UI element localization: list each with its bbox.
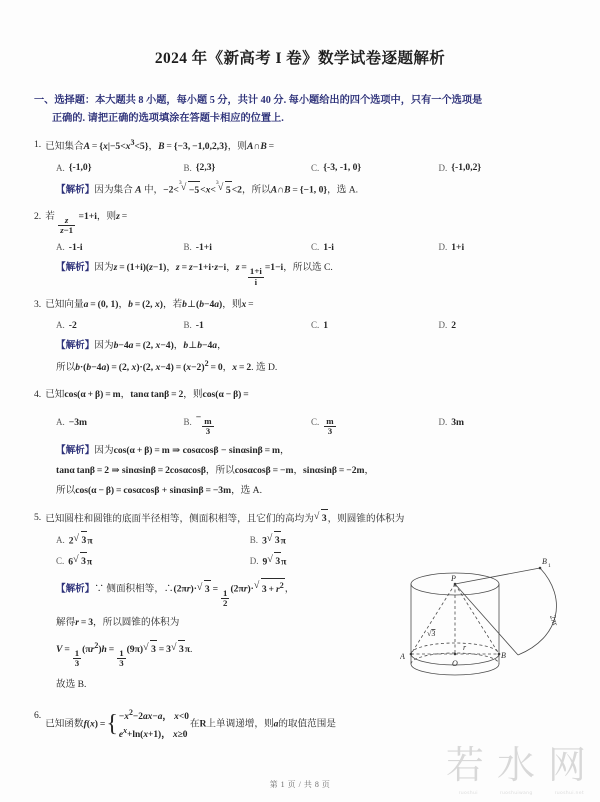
figure-label-b: B: [501, 651, 506, 660]
option-a[interactable]: A. {-1,0}: [56, 162, 92, 174]
sector-edge-top: [455, 568, 540, 584]
option-b[interactable]: B. -1: [183, 319, 204, 331]
option-b[interactable]: B. -1+i: [183, 241, 212, 253]
point-o-dot: [454, 653, 457, 656]
point-a-dot: [410, 653, 413, 656]
problem-4-stem: 已知cos(α + β) = m，tanα tanβ = 2，则cos(α − β) =: [45, 389, 249, 401]
problem-6-number: 6.: [34, 710, 42, 722]
figure-label-b1: B: [542, 557, 547, 566]
watermark-subtext: [459, 791, 584, 796]
cylinder-cone-svg: [400, 556, 585, 711]
problem-6: [34, 707, 566, 741]
problem-3-stem: 已知向量a = (0, 1)，b = (2, x)，若b⊥(b−4a)，则x =: [45, 298, 254, 310]
figure-label-b1-sub: 1: [548, 563, 551, 569]
problem-4: [34, 386, 566, 499]
page-title: 2024 年《新高考 I 卷》数学试卷逐题解析: [154, 50, 446, 67]
watermark-char-1: 若: [445, 743, 484, 787]
section-line2: 正确的. 请把正确的选项填涂在答题卡相应的位置上.: [52, 112, 284, 124]
option-a[interactable]: A. −3m: [56, 416, 88, 428]
option-c[interactable]: C. 6 √ 3π: [56, 552, 250, 571]
sector-arc: [518, 568, 556, 655]
point-b1-dot: [539, 567, 542, 570]
option-d[interactable]: D. 3m: [438, 416, 465, 428]
problem-2-analysis: 【解析】因为z = (1+i)(z−1)，z = z−1+i·z−i，z = $\frac{1+i}{i}$ =1−i，所以选 C.: [56, 262, 333, 287]
figure-label-radius: r: [463, 643, 467, 652]
problem-1-number: 1.: [34, 139, 42, 151]
watermark-sub-3: ruoshui.net: [554, 791, 584, 796]
option-a[interactable]: A. -1-i: [56, 241, 83, 253]
point-b-dot: [498, 653, 501, 656]
problem-2: [34, 208, 566, 287]
section-heading: [34, 92, 566, 128]
problem-1: [34, 136, 566, 199]
option-a[interactable]: A. 2 √ 3π: [56, 531, 250, 550]
option-c[interactable]: C. {-3, -1, 0}: [311, 162, 362, 174]
figure-label-o: O: [452, 659, 458, 668]
option-d[interactable]: D. 1+i: [438, 241, 465, 253]
figure-label-height: √3: [427, 629, 436, 638]
problem-2-options: [34, 239, 566, 257]
watermark-sub-2: ruoshuiwang: [499, 791, 533, 796]
problem-4-options: [34, 409, 566, 437]
problem-4-analysis: 【解析】因为cos(α + β) = m ⇒ cosαcosβ − sinαsinβ = m， tanα tanβ = 2 ⇒ sinαsinβ = 2cosαcosβ，所以cosαcosβ = −m，sinαsinβ = −2m， 所以cos(α − β) = cosαcosβ + sinαsinβ = −3m，选 A.: [56, 445, 375, 496]
cylinder-cone-figure: [400, 556, 585, 711]
problem-2-stem: 若 $\frac{z}{z-1}$ =1+i，则z =: [45, 211, 128, 236]
option-a[interactable]: A. -2: [56, 319, 77, 331]
problem-3-number: 3.: [34, 298, 42, 310]
page-footer: 第 1 页 / 共 8 页: [269, 780, 331, 789]
problem-5-stem: 已知圆柱和圆锥的底面半径相等，侧面积相等，且它们的高均为 √ 3，则圆锥的体积为: [45, 509, 566, 528]
option-d[interactable]: D. 2: [438, 319, 457, 331]
watermark-char-3: 网: [547, 743, 586, 787]
option-d[interactable]: D. 9 √ 3π: [250, 552, 444, 571]
figure-label-a: A: [400, 652, 405, 661]
analysis-tag: 【解析】: [56, 583, 95, 595]
option-c[interactable]: C. $\frac{m}{3}$: [311, 415, 334, 437]
analysis-tag: 【解析】: [56, 184, 95, 196]
analysis-tag: 【解析】: [56, 262, 95, 274]
section-line1: 本大题共 8 小题，每小题 5 分，共计 40 分. 每小题给出的四个选项中，只有一个选项是: [95, 94, 483, 106]
problem-3-options: [34, 317, 566, 335]
problem-1-stem: 已知集合$A = \{x|-5<x^3<5\}$，B = {−3, −1,0,2,3}，则A∩B =: [45, 138, 275, 153]
watermark-sub-1: ruoshui: [458, 791, 478, 796]
option-b[interactable]: B. {2,3}: [183, 162, 216, 174]
option-b[interactable]: B. 3 √ 3π: [250, 531, 444, 550]
problem-6-stem: 已知函数f(x) = { $-x^2-2ax-a$， x<0 $e^x+\ln(x+1)$， x≥0 在R上单调递增，则a的取值范围是: [45, 708, 336, 740]
option-c[interactable]: C. 1: [311, 319, 329, 331]
cone-edge-right: [455, 584, 499, 654]
problem-1-options: [34, 159, 566, 177]
problem-5-number: 5.: [34, 511, 42, 523]
problem-4-number: 4.: [34, 389, 42, 401]
point-p-dot: [454, 583, 457, 586]
option-b[interactable]: B. − $\frac{m}{3}$: [183, 411, 212, 437]
problem-2-number: 2.: [34, 211, 42, 223]
option-d[interactable]: D. {-1,0,2}: [438, 162, 482, 174]
figure-label-apex: P: [451, 574, 456, 583]
problem-1-analysis: 【解析】因为集合 A 中，−2< √ −5 3<x< √ 5 3<2，所以A∩B = {−1, 0}，选 A.: [34, 180, 566, 199]
option-c[interactable]: C. 1-i: [311, 241, 334, 253]
analysis-tag: 【解析】: [56, 340, 95, 352]
analysis-tag: 【解析】: [56, 445, 95, 457]
problem-3: [34, 296, 566, 377]
figure-label-arc: 2πr: [548, 613, 560, 627]
watermark-char-2: 水: [496, 743, 535, 787]
section-label: 一、选择题：: [34, 94, 96, 106]
problem-5-analysis: 【解析】∵ 侧面积相等，∴(2πr)· √ 3 = $\frac{1}{2}$ (2πr)· √ $3 + r^2$， 解得r = 3，所以圆锥的体积为 V = $\frac{1}{3}$ $(\pi r^2)h$ = $\frac{1}{3}$ (9π) √ 3 = 3 √ 3π. 故选 B.: [34, 577, 566, 693]
problem-3-analysis: 【解析】因为b−4a = (2, x−4)，b⊥b−4a， 所以b·(b−4a) = (2, x)·(2, $x-4) = (x-2)^2 = 0$，x = 2. 选 D.: [56, 340, 278, 374]
